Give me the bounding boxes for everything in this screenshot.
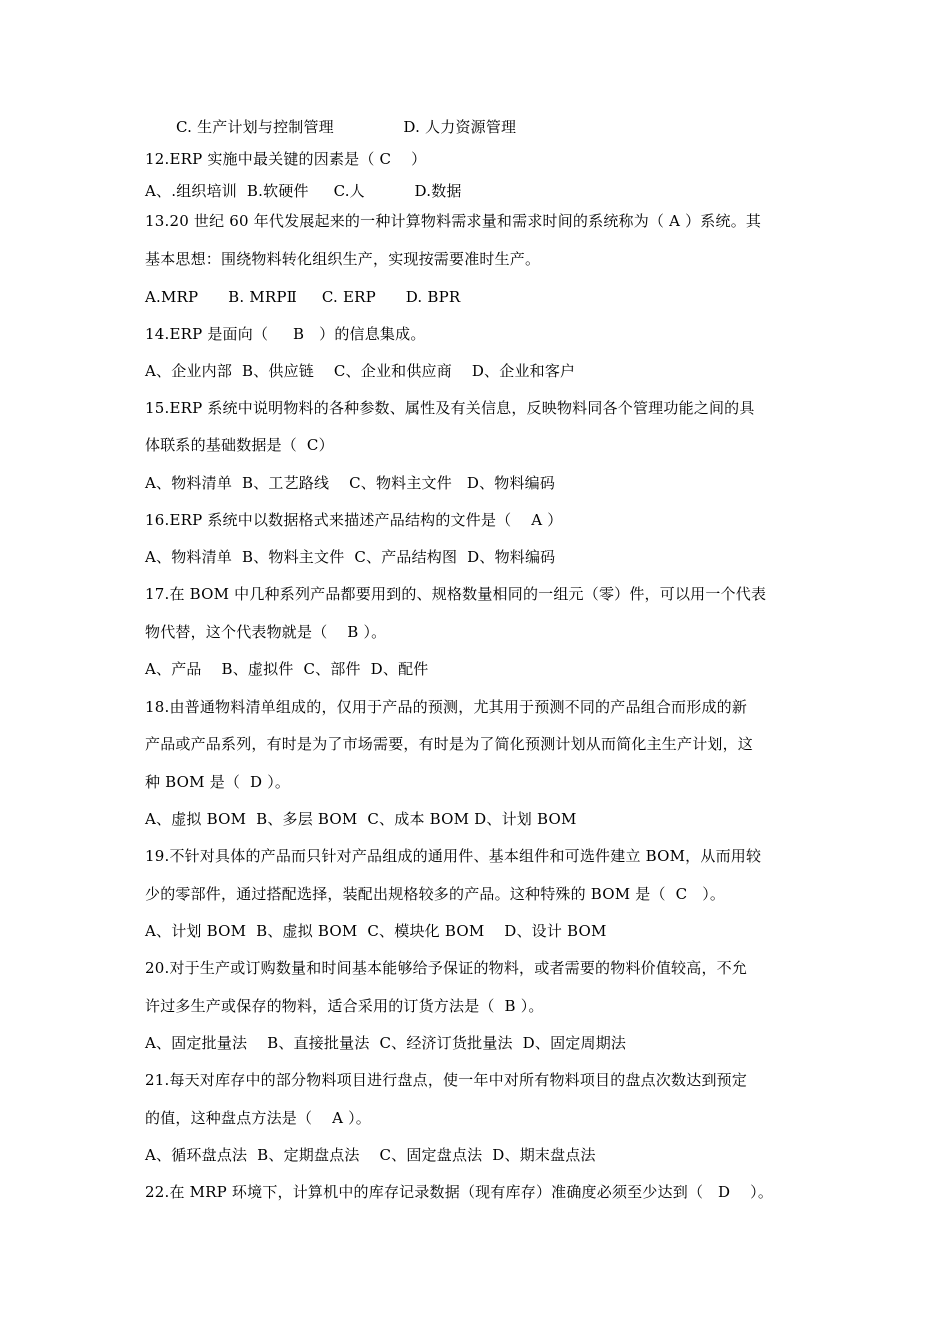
question-22: 22.在 MRP 环境下，计算机中的库存记录数据（现有库存）准确度必须至少达到（ D ）。 bbox=[145, 1183, 774, 1201]
question-16: 16.ERP 系统中以数据格式来描述产品结构的文件是（ A ） bbox=[145, 511, 563, 529]
question-12: 12.ERP 实施中最关键的因素是（ C ） bbox=[145, 150, 427, 168]
options-20: A、固定批量法 B、直接批量法 C、经济订货批量法 D、固定周期法 bbox=[145, 1034, 627, 1052]
question-18-line-1: 18.由普通物料清单组成的，仅用于产品的预测，尤其用于预测不同的产品组合而形成的新 bbox=[145, 698, 748, 716]
options-15: A、物料清单 B、工艺路线 C、物料主文件 D、物料编码 bbox=[145, 474, 556, 492]
options-21: A、循环盘点法 B、定期盘点法 C、固定盘点法 D、期末盘点法 bbox=[145, 1146, 596, 1164]
question-15-line-1: 15.ERP 系统中说明物料的各种参数、属性及有关信息，反映物料同各个管理功能之间的具 bbox=[145, 399, 755, 417]
question-17-line-1: 17.在 BOM 中几种系列产品都要用到的、规格数量相同的一组元（零）件，可以用一个代表 bbox=[145, 585, 767, 603]
question-13-line-2: 基本思想：围绕物料转化组织生产，实现按需要准时生产。 bbox=[145, 250, 541, 268]
question-21-line-2: 的值，这种盘点方法是（ A ）。 bbox=[145, 1109, 371, 1127]
question-18-line-3: 种 BOM 是（ D ）。 bbox=[145, 773, 291, 791]
question-14: 14.ERP 是面向（ B ）的信息集成。 bbox=[145, 325, 426, 343]
option-line: C. 生产计划与控制管理 D. 人力资源管理 bbox=[176, 118, 517, 136]
options-13: A.MRP B. MRPⅡ C. ERP D. BPR bbox=[145, 288, 461, 306]
question-20-line-1: 20.对于生产或订购数量和时间基本能够给予保证的物料，或者需要的物料价值较高，不允 bbox=[145, 959, 748, 977]
question-19-line-1: 19.不针对具体的产品而只针对产品组成的通用件、基本组件和可选件建立 BOM，从而用较 bbox=[145, 847, 762, 865]
options-14: A、企业内部 B、供应链 C、企业和供应商 D、企业和客户 bbox=[145, 362, 576, 380]
options-16: A、物料清单 B、物料主文件 C、产品结构图 D、物料编码 bbox=[145, 548, 556, 566]
question-19-line-2: 少的零部件，通过搭配选择，装配出规格较多的产品。这种特殊的 BOM 是（ C ）。 bbox=[145, 885, 726, 903]
question-21-line-1: 21.每天对库存中的部分物料项目进行盘点，使一年中对所有物料项目的盘点次数达到预定 bbox=[145, 1071, 748, 1089]
question-15-line-2: 体联系的基础数据是（ C） bbox=[145, 436, 334, 454]
question-18-line-2: 产品或产品系列，有时是为了市场需要，有时是为了简化预测计划从而简化主生产计划，这 bbox=[145, 735, 754, 753]
options-18: A、虚拟 BOM B、多层 BOM C、成本 BOM D、计划 BOM bbox=[145, 810, 577, 828]
question-20-line-2: 许过多生产或保存的物料，适合采用的订货方法是（ B ）。 bbox=[145, 997, 544, 1015]
question-17-line-2: 物代替，这个代表物就是（ B ）。 bbox=[145, 623, 387, 641]
options-19: A、计划 BOM B、虚拟 BOM C、模块化 BOM D、设计 BOM bbox=[145, 922, 607, 940]
question-13-line-1: 13.20 世纪 60 年代发展起来的一种计算物料需求量和需求时间的系统称为（ A ）系统。其 bbox=[145, 212, 762, 230]
options-17: A、产品 B、虚拟件 C、部件 D、配件 bbox=[145, 660, 429, 678]
options-12: A、.组织培训 B.软硬件 C.人 D.数据 bbox=[145, 182, 462, 200]
